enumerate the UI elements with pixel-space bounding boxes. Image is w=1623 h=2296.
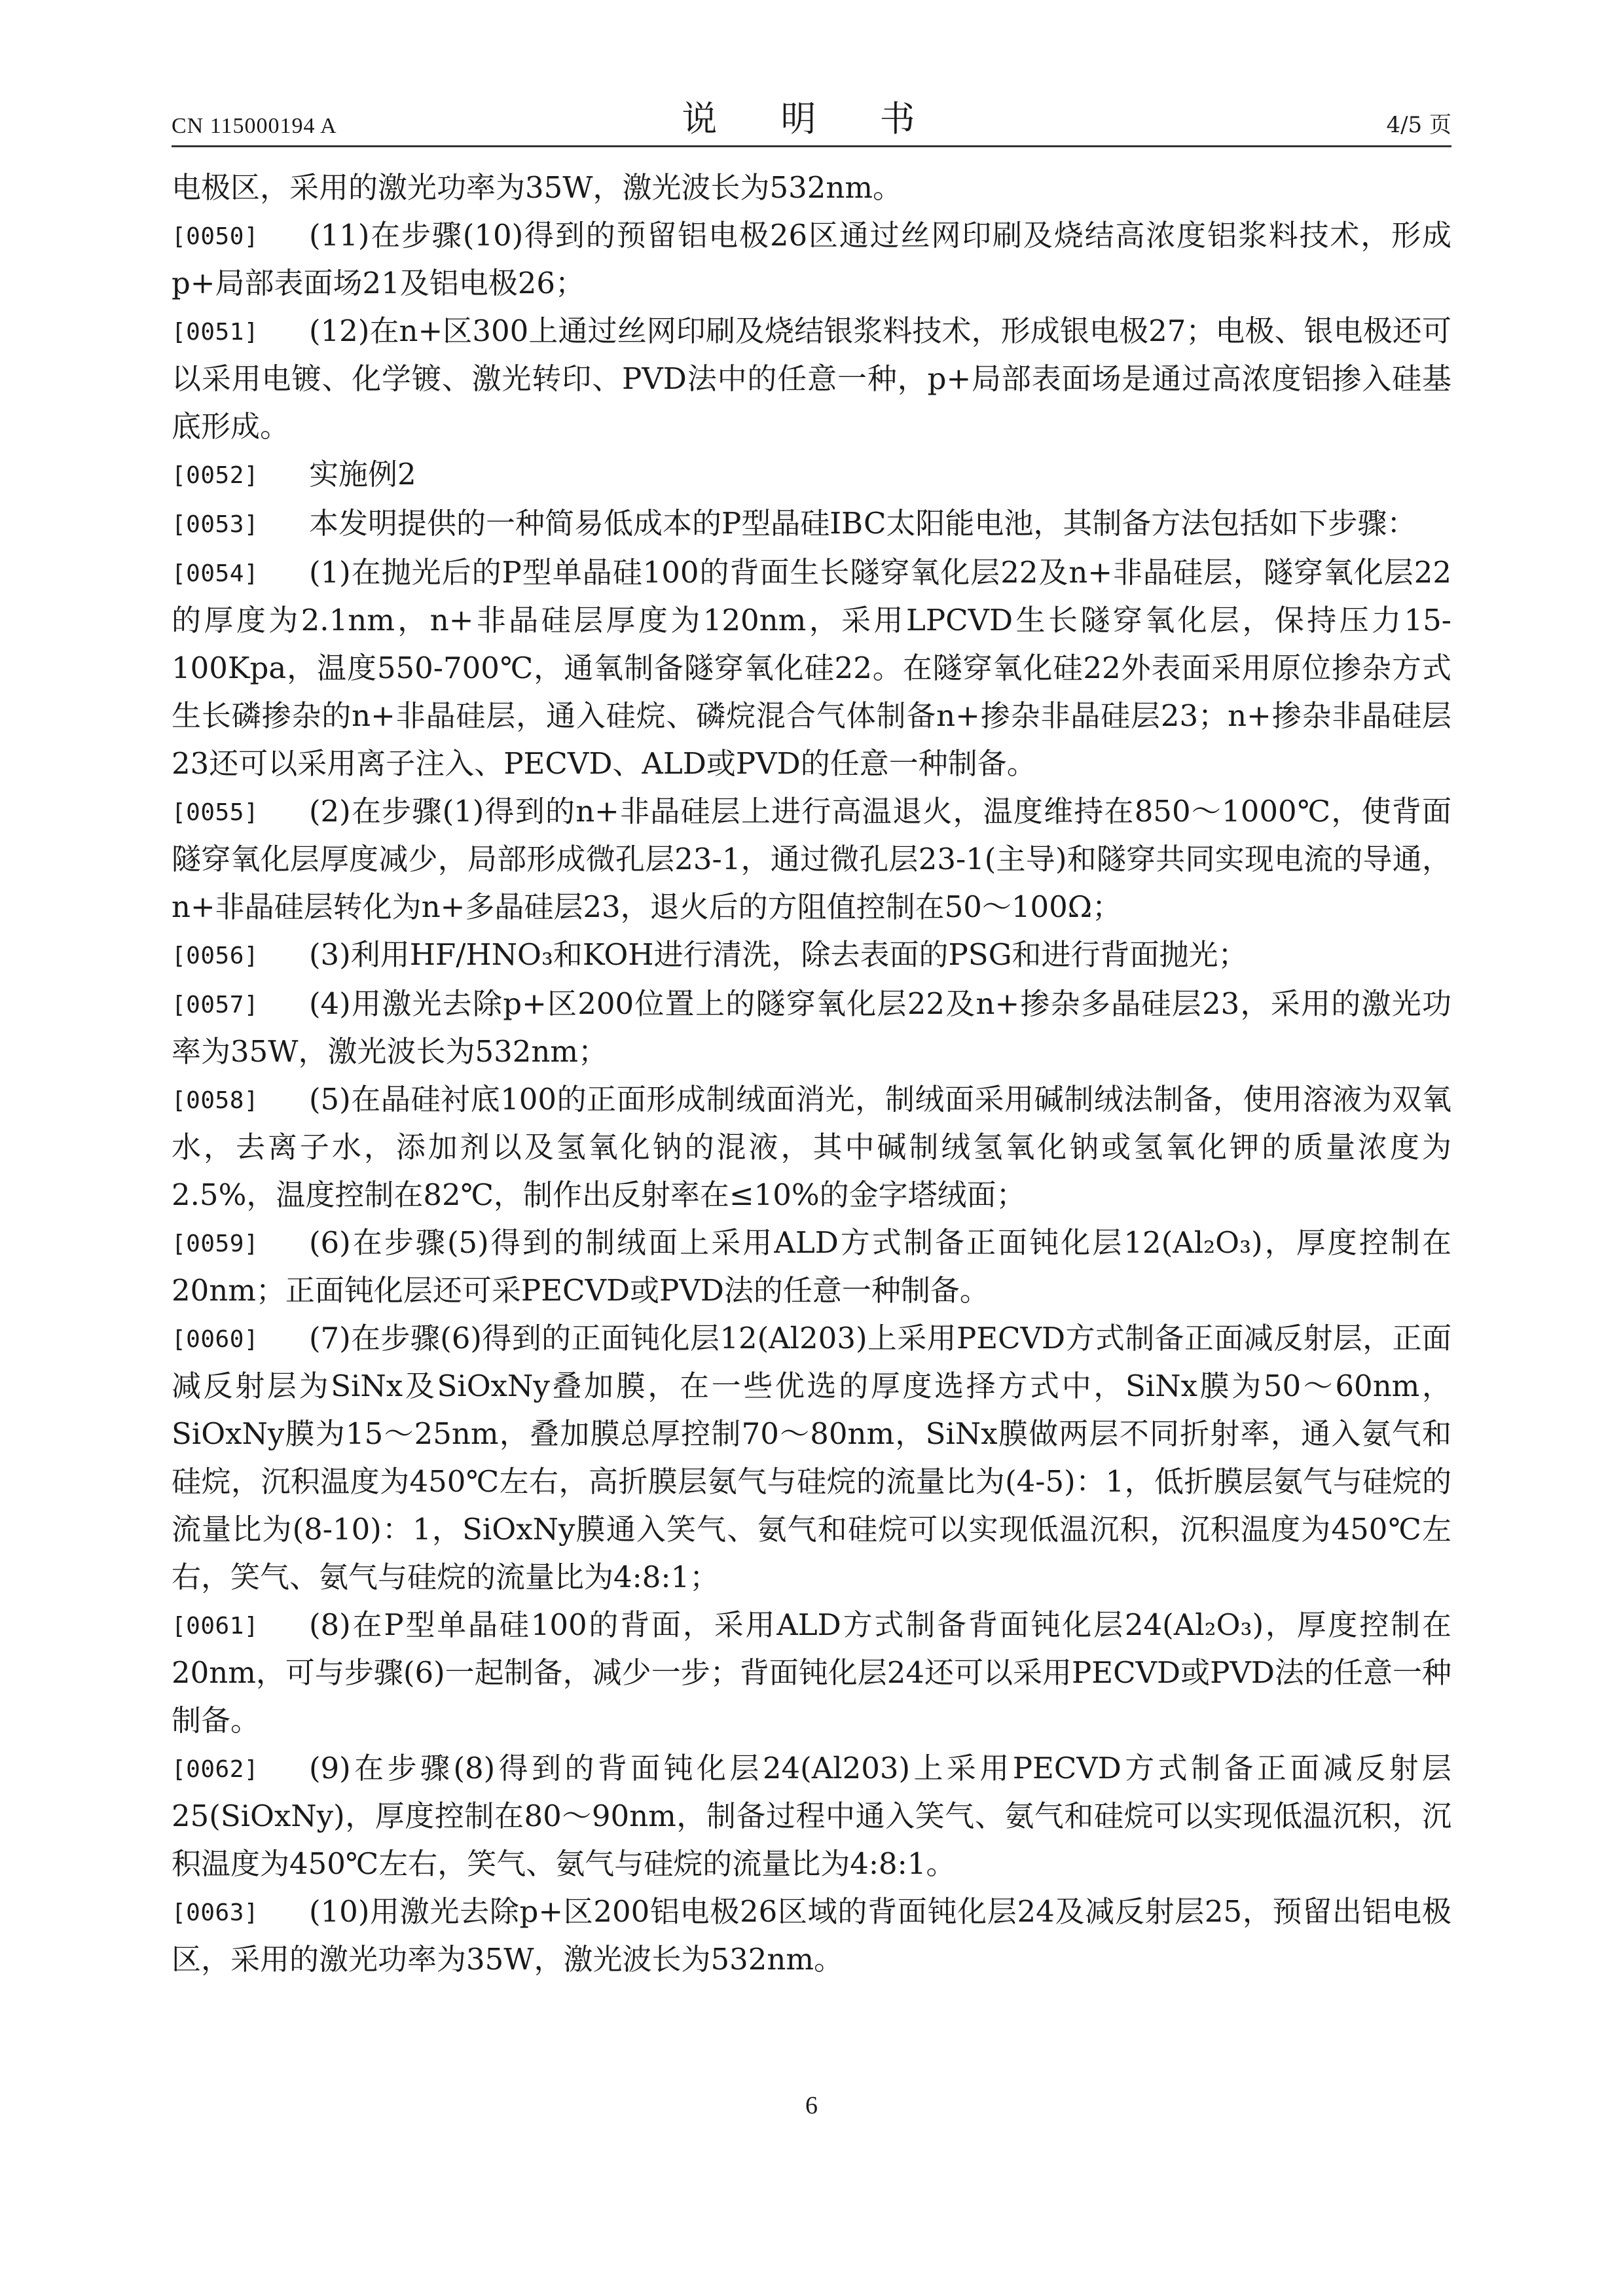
paragraph-continuation bbox=[172, 164, 1451, 211]
paragraph-number: [0062] bbox=[172, 1756, 259, 1783]
paragraph-0055 bbox=[172, 787, 1451, 931]
paragraph-0062 bbox=[172, 1744, 1451, 1888]
paragraph-0061 bbox=[172, 1601, 1451, 1744]
paragraph-number: [0061] bbox=[172, 1613, 259, 1640]
paragraph-number: [0063] bbox=[172, 1899, 259, 1926]
paragraph-number: [0055] bbox=[172, 799, 259, 826]
paragraph-text: (1)在抛光后的P型单晶硅100的背面生长隧穿氧化层22及n+非晶硅层，隧穿氧化层22的厚度为2.1nm，n+非晶硅层厚度为120nm，采用LPCVD生长隧穿氧化层，保持压力15-100Kpa，温度550-700℃，通氧制备隧穿氧化硅22。在隧穿氧化硅22外表面采用原位掺杂方式生长磷掺杂的n+非晶硅层，通入硅烷、磷烷混合气体制备n+掺杂非晶硅层23；n+掺杂非晶硅层23还可以采用离子注入、PECVD、ALD或PVD的任意一种制备。 bbox=[172, 555, 1451, 781]
paragraph-text: 实施例2 bbox=[309, 457, 416, 492]
paragraph-0054 bbox=[172, 548, 1451, 787]
paragraph-number: [0050] bbox=[172, 223, 259, 250]
paragraph-text: (9)在步骤(8)得到的背面钝化层24(Al203)上采用PECVD方式制备正面减反射层25(SiOxNy)，厚度控制在80～90nm，制备过程中通入笑气、氨气和硅烷可以实现低温沉积，沉积温度为450℃左右，笑气、氨气与硅烷的流量比为4:8:1。 bbox=[172, 1751, 1451, 1881]
paragraph-0052 bbox=[172, 450, 1451, 499]
paragraph-number: [0053] bbox=[172, 511, 259, 538]
paragraph-number: [0057] bbox=[172, 992, 259, 1018]
document-body bbox=[172, 164, 1451, 1983]
paragraph-number: [0052] bbox=[172, 462, 259, 489]
paragraph-0058 bbox=[172, 1075, 1451, 1219]
paragraph-text: 电极区，采用的激光功率为35W，激光波长为532nm。 bbox=[172, 170, 903, 205]
page-number: 6 bbox=[805, 2092, 818, 2119]
paragraph-text: (8)在P型单晶硅100的背面，采用ALD方式制备背面钝化层24(Al₂O₃)，厚度控制在20nm，可与步骤(6)一起制备，减少一步；背面钝化层24还可以采用PECVD或PVD法的任意一种制备。 bbox=[172, 1607, 1451, 1738]
paragraph-0063 bbox=[172, 1888, 1451, 1983]
paragraph-0060 bbox=[172, 1314, 1451, 1601]
paragraph-text: (5)在晶硅衬底100的正面形成制绒面消光，制绒面采用碱制绒法制备，使用溶液为双氧水，去离子水，添加剂以及氢氧化钠的混液，其中碱制绒氢氧化钠或氢氧化钾的质量浓度为2.5%，温度控制在82℃，制作出反射率在≤10%的金字塔绒面； bbox=[172, 1082, 1451, 1212]
page-indicator: 4/5 页 bbox=[1386, 112, 1451, 138]
paragraph-number: [0058] bbox=[172, 1087, 259, 1114]
paragraph-0050 bbox=[172, 211, 1451, 307]
paragraph-text: (2)在步骤(1)得到的n+非晶硅层上进行高温退火，温度维持在850～1000℃，使背面隧穿氧化层厚度减少，局部形成微孔层23-1，通过微孔层23-1(主导)和隧穿共同实现电流的导通，n+非晶硅层转化为n+多晶硅层23，退火后的方阻值控制在50～100Ω； bbox=[172, 794, 1451, 924]
paragraph-text: (4)用激光去除p+区200位置上的隧穿氧化层22及n+掺杂多晶硅层23，采用的激光功率为35W，激光波长为532nm； bbox=[172, 986, 1451, 1069]
paragraph-0056 bbox=[172, 931, 1451, 980]
patent-number: CN 115000194 A bbox=[172, 114, 337, 138]
paragraph-number: [0059] bbox=[172, 1230, 259, 1257]
paragraph-number: [0051] bbox=[172, 319, 259, 346]
header-rule bbox=[172, 145, 1451, 147]
page-header bbox=[172, 98, 1451, 144]
paragraph-number: [0054] bbox=[172, 560, 259, 587]
paragraph-text: (11)在步骤(10)得到的预留铝电极26区通过丝网印刷及烧结高浓度铝浆料技术，形成p+局部表面场21及铝电极26； bbox=[172, 218, 1451, 300]
paragraph-0053 bbox=[172, 499, 1451, 548]
paragraph-text: (7)在步骤(6)得到的正面钝化层12(Al203)上采用PECVD方式制备正面减反射层，正面减反射层为SiNx及SiOxNy叠加膜，在一些优选的厚度选择方式中，SiNx膜为50～60nm，SiOxNy膜为15～25nm，叠加膜总厚控制70～80nm，SiNx膜做两层不同折射率，通入氨气和硅烷，沉积温度为450℃左右，高折膜层氨气与硅烷的流量比为(4-5)：1，低折膜层氨气与硅烷的流量比为(8-10)：1，SiOxNy膜通入笑气、氨气和硅烷可以实现低温沉积，沉积温度为450℃左右，笑气、氨气与硅烷的流量比为4:8:1； bbox=[172, 1321, 1451, 1594]
paragraph-text: (10)用激光去除p+区200铝电极26区域的背面钝化层24及减反射层25，预留出铝电极区，采用的激光功率为35W，激光波长为532nm。 bbox=[172, 1894, 1451, 1977]
paragraph-text: (6)在步骤(5)得到的制绒面上采用ALD方式制备正面钝化层12(Al₂O₃)，厚度控制在20nm；正面钝化层还可采PECVD或PVD法的任意一种制备。 bbox=[172, 1225, 1451, 1308]
paragraph-text: 本发明提供的一种简易低成本的P型晶硅IBC太阳能电池，其制备方法包括如下步骤： bbox=[309, 506, 1417, 541]
paragraph-text: (12)在n+区300上通过丝网印刷及烧结银浆料技术，形成银电极27；电极、银电极还可以采用电镀、化学镀、激光转印、PVD法中的任意一种，p+局部表面场是通过高浓度铝掺入硅基底形成。 bbox=[172, 314, 1451, 444]
paragraph-0059 bbox=[172, 1219, 1451, 1314]
paragraph-0051 bbox=[172, 307, 1451, 450]
paragraph-text: (3)利用HF/HNO₃和KOH进行清洗，除去表面的PSG和进行背面抛光； bbox=[309, 937, 1248, 972]
paragraph-0057 bbox=[172, 980, 1451, 1075]
paragraph-number: [0056] bbox=[172, 942, 259, 969]
document-title: 说 明 书 bbox=[682, 98, 941, 139]
paragraph-number: [0060] bbox=[172, 1326, 259, 1353]
